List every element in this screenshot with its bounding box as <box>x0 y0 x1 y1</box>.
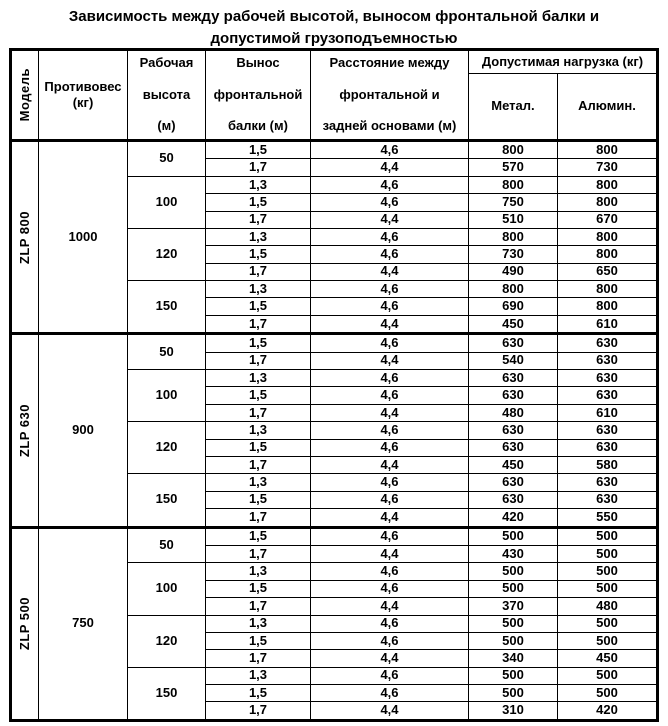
front-beam-cell: 1,7 <box>205 598 310 615</box>
aluminum-load-cell: 610 <box>557 315 657 333</box>
distance-cell: 4,6 <box>310 632 468 649</box>
front-beam-cell: 1,5 <box>205 439 310 456</box>
header-load-group: Допустимая нагрузка (кг) <box>468 50 657 74</box>
load-capacity-table <box>9 48 659 722</box>
header-distance-line1: Расстояние между <box>329 55 450 70</box>
metal-load-cell: 490 <box>468 263 557 280</box>
front-beam-cell: 1,7 <box>205 650 310 667</box>
metal-load-cell: 800 <box>468 228 557 245</box>
metal-load-cell: 570 <box>468 159 557 176</box>
table-row <box>10 527 657 545</box>
distance-cell: 4,4 <box>310 456 468 473</box>
header-counterweight-line1: Противовес <box>44 78 122 94</box>
aluminum-load-cell: 500 <box>557 580 657 597</box>
aluminum-load-cell: 500 <box>557 667 657 684</box>
front-beam-cell: 1,3 <box>205 667 310 684</box>
front-beam-cell: 1,5 <box>205 298 310 315</box>
header-metal: Метал. <box>468 74 557 141</box>
distance-cell: 4,6 <box>310 281 468 298</box>
metal-load-cell: 540 <box>468 352 557 369</box>
distance-cell: 4,6 <box>310 176 468 193</box>
front-beam-cell: 1,3 <box>205 228 310 245</box>
aluminum-load-cell: 610 <box>557 404 657 421</box>
front-beam-cell: 1,5 <box>205 580 310 597</box>
counterweight-cell: 900 <box>38 334 127 527</box>
header-working-height-line3: (м) <box>157 118 176 134</box>
aluminum-load-cell: 670 <box>557 211 657 228</box>
front-beam-cell: 1,5 <box>205 246 310 263</box>
distance-cell: 4,4 <box>310 159 468 176</box>
header-distance <box>310 50 468 141</box>
metal-load-cell: 370 <box>468 598 557 615</box>
metal-load-cell: 630 <box>468 334 557 352</box>
distance-cell: 4,4 <box>310 702 468 721</box>
distance-cell: 4,4 <box>310 263 468 280</box>
metal-load-cell: 500 <box>468 563 557 580</box>
header-working-height-line1: Рабочая <box>139 55 194 70</box>
aluminum-load-cell: 480 <box>557 598 657 615</box>
working-height-cell: 50 <box>127 141 205 177</box>
aluminum-load-cell: 630 <box>557 352 657 369</box>
aluminum-load-cell: 800 <box>557 194 657 211</box>
front-beam-cell: 1,5 <box>205 491 310 508</box>
front-beam-cell: 1,7 <box>205 546 310 563</box>
distance-cell: 4,6 <box>310 667 468 684</box>
distance-cell: 4,6 <box>310 439 468 456</box>
metal-load-cell: 630 <box>468 474 557 491</box>
table-header <box>10 50 657 141</box>
aluminum-load-cell: 500 <box>557 527 657 545</box>
counterweight-cell: 1000 <box>38 141 127 334</box>
front-beam-cell: 1,3 <box>205 615 310 632</box>
metal-load-cell: 340 <box>468 650 557 667</box>
distance-cell: 4,6 <box>310 563 468 580</box>
metal-load-cell: 800 <box>468 176 557 193</box>
aluminum-load-cell: 630 <box>557 491 657 508</box>
front-beam-cell: 1,5 <box>205 387 310 404</box>
distance-cell: 4,6 <box>310 228 468 245</box>
distance-cell: 4,4 <box>310 315 468 333</box>
header-working-height-line2: высота <box>142 86 191 102</box>
front-beam-cell: 1,7 <box>205 352 310 369</box>
metal-load-cell: 310 <box>468 702 557 721</box>
header-row-top <box>10 50 657 74</box>
metal-load-cell: 510 <box>468 211 557 228</box>
working-height-cell: 100 <box>127 370 205 422</box>
model-name-cell <box>10 334 38 527</box>
front-beam-cell: 1,5 <box>205 685 310 702</box>
distance-cell: 4,6 <box>310 422 468 439</box>
metal-load-cell: 800 <box>468 141 557 159</box>
working-height-cell: 150 <box>127 667 205 720</box>
distance-cell: 4,4 <box>310 650 468 667</box>
metal-load-cell: 730 <box>468 246 557 263</box>
distance-cell: 4,6 <box>310 685 468 702</box>
aluminum-load-cell: 800 <box>557 281 657 298</box>
aluminum-load-cell: 500 <box>557 685 657 702</box>
model-name-label: ZLP 800 <box>16 210 32 264</box>
aluminum-load-cell: 800 <box>557 246 657 263</box>
front-beam-cell: 1,5 <box>205 527 310 545</box>
distance-cell: 4,6 <box>310 527 468 545</box>
working-height-cell: 50 <box>127 334 205 370</box>
distance-cell: 4,4 <box>310 546 468 563</box>
metal-load-cell: 450 <box>468 315 557 333</box>
header-front-beam <box>205 50 310 141</box>
distance-cell: 4,6 <box>310 387 468 404</box>
metal-load-cell: 430 <box>468 546 557 563</box>
header-front-beam-line2: фронтальной <box>213 86 303 102</box>
distance-cell: 4,6 <box>310 246 468 263</box>
front-beam-cell: 1,7 <box>205 211 310 228</box>
front-beam-cell: 1,3 <box>205 422 310 439</box>
aluminum-load-cell: 420 <box>557 702 657 721</box>
front-beam-cell: 1,7 <box>205 159 310 176</box>
metal-load-cell: 500 <box>468 632 557 649</box>
aluminum-load-cell: 630 <box>557 439 657 456</box>
table-body <box>10 141 657 721</box>
aluminum-load-cell: 800 <box>557 298 657 315</box>
front-beam-cell: 1,5 <box>205 141 310 159</box>
metal-load-cell: 500 <box>468 615 557 632</box>
header-model-label: Модель <box>16 68 32 122</box>
table-row <box>10 334 657 352</box>
header-working-height <box>127 50 205 141</box>
front-beam-cell: 1,7 <box>205 509 310 527</box>
aluminum-load-cell: 500 <box>557 546 657 563</box>
model-name-label: ZLP 500 <box>16 597 32 651</box>
header-model <box>10 50 38 141</box>
header-front-beam-line1: Вынос <box>236 55 280 70</box>
front-beam-cell: 1,5 <box>205 194 310 211</box>
metal-load-cell: 800 <box>468 281 557 298</box>
metal-load-cell: 630 <box>468 491 557 508</box>
model-name-cell <box>10 141 38 334</box>
header-counterweight-line2: (кг) <box>72 94 94 110</box>
distance-cell: 4,6 <box>310 580 468 597</box>
metal-load-cell: 630 <box>468 370 557 387</box>
working-height-cell: 150 <box>127 474 205 527</box>
working-height-cell: 120 <box>127 615 205 667</box>
aluminum-load-cell: 800 <box>557 176 657 193</box>
counterweight-cell: 750 <box>38 527 127 720</box>
metal-load-cell: 500 <box>468 527 557 545</box>
aluminum-load-cell: 630 <box>557 474 657 491</box>
working-height-cell: 100 <box>127 176 205 228</box>
front-beam-cell: 1,3 <box>205 563 310 580</box>
front-beam-cell: 1,5 <box>205 334 310 352</box>
front-beam-cell: 1,7 <box>205 263 310 280</box>
distance-cell: 4,6 <box>310 615 468 632</box>
aluminum-load-cell: 500 <box>557 563 657 580</box>
aluminum-load-cell: 630 <box>557 422 657 439</box>
metal-load-cell: 630 <box>468 422 557 439</box>
distance-cell: 4,6 <box>310 298 468 315</box>
working-height-cell: 150 <box>127 281 205 334</box>
model-name-label: ZLP 630 <box>16 403 32 457</box>
distance-cell: 4,4 <box>310 598 468 615</box>
aluminum-load-cell: 550 <box>557 509 657 527</box>
distance-cell: 4,6 <box>310 370 468 387</box>
aluminum-load-cell: 730 <box>557 159 657 176</box>
distance-cell: 4,4 <box>310 509 468 527</box>
page-title: Зависимость между рабочей высотой, выносом фронтальной балки и допустимой грузоподъемностью <box>68 8 600 47</box>
front-beam-cell: 1,3 <box>205 370 310 387</box>
metal-load-cell: 690 <box>468 298 557 315</box>
working-height-cell: 120 <box>127 228 205 280</box>
metal-load-cell: 500 <box>468 685 557 702</box>
distance-cell: 4,6 <box>310 491 468 508</box>
metal-load-cell: 450 <box>468 456 557 473</box>
aluminum-load-cell: 500 <box>557 615 657 632</box>
metal-load-cell: 500 <box>468 580 557 597</box>
front-beam-cell: 1,7 <box>205 702 310 721</box>
metal-load-cell: 630 <box>468 439 557 456</box>
table-row <box>10 141 657 159</box>
front-beam-cell: 1,3 <box>205 474 310 491</box>
distance-cell: 4,6 <box>310 141 468 159</box>
front-beam-cell: 1,5 <box>205 632 310 649</box>
aluminum-load-cell: 650 <box>557 263 657 280</box>
distance-cell: 4,6 <box>310 474 468 491</box>
front-beam-cell: 1,3 <box>205 176 310 193</box>
header-aluminum: Алюмин. <box>557 74 657 141</box>
aluminum-load-cell: 630 <box>557 370 657 387</box>
header-distance-line2: фронтальной и <box>339 86 440 102</box>
aluminum-load-cell: 630 <box>557 387 657 404</box>
aluminum-load-cell: 580 <box>557 456 657 473</box>
header-distance-line3: задней основами (м) <box>322 118 457 134</box>
working-height-cell: 100 <box>127 563 205 615</box>
aluminum-load-cell: 500 <box>557 632 657 649</box>
metal-load-cell: 480 <box>468 404 557 421</box>
header-front-beam-line3: балки (м) <box>228 118 288 134</box>
front-beam-cell: 1,7 <box>205 456 310 473</box>
header-counterweight <box>38 50 127 141</box>
front-beam-cell: 1,7 <box>205 315 310 333</box>
metal-load-cell: 420 <box>468 509 557 527</box>
model-name-cell <box>10 527 38 720</box>
front-beam-cell: 1,3 <box>205 281 310 298</box>
aluminum-load-cell: 450 <box>557 650 657 667</box>
working-height-cell: 50 <box>127 527 205 563</box>
aluminum-load-cell: 800 <box>557 228 657 245</box>
aluminum-load-cell: 630 <box>557 334 657 352</box>
metal-load-cell: 750 <box>468 194 557 211</box>
distance-cell: 4,6 <box>310 334 468 352</box>
working-height-cell: 120 <box>127 422 205 474</box>
aluminum-load-cell: 800 <box>557 141 657 159</box>
distance-cell: 4,6 <box>310 194 468 211</box>
front-beam-cell: 1,7 <box>205 404 310 421</box>
metal-load-cell: 500 <box>468 667 557 684</box>
distance-cell: 4,4 <box>310 404 468 421</box>
distance-cell: 4,4 <box>310 211 468 228</box>
distance-cell: 4,4 <box>310 352 468 369</box>
metal-load-cell: 630 <box>468 387 557 404</box>
